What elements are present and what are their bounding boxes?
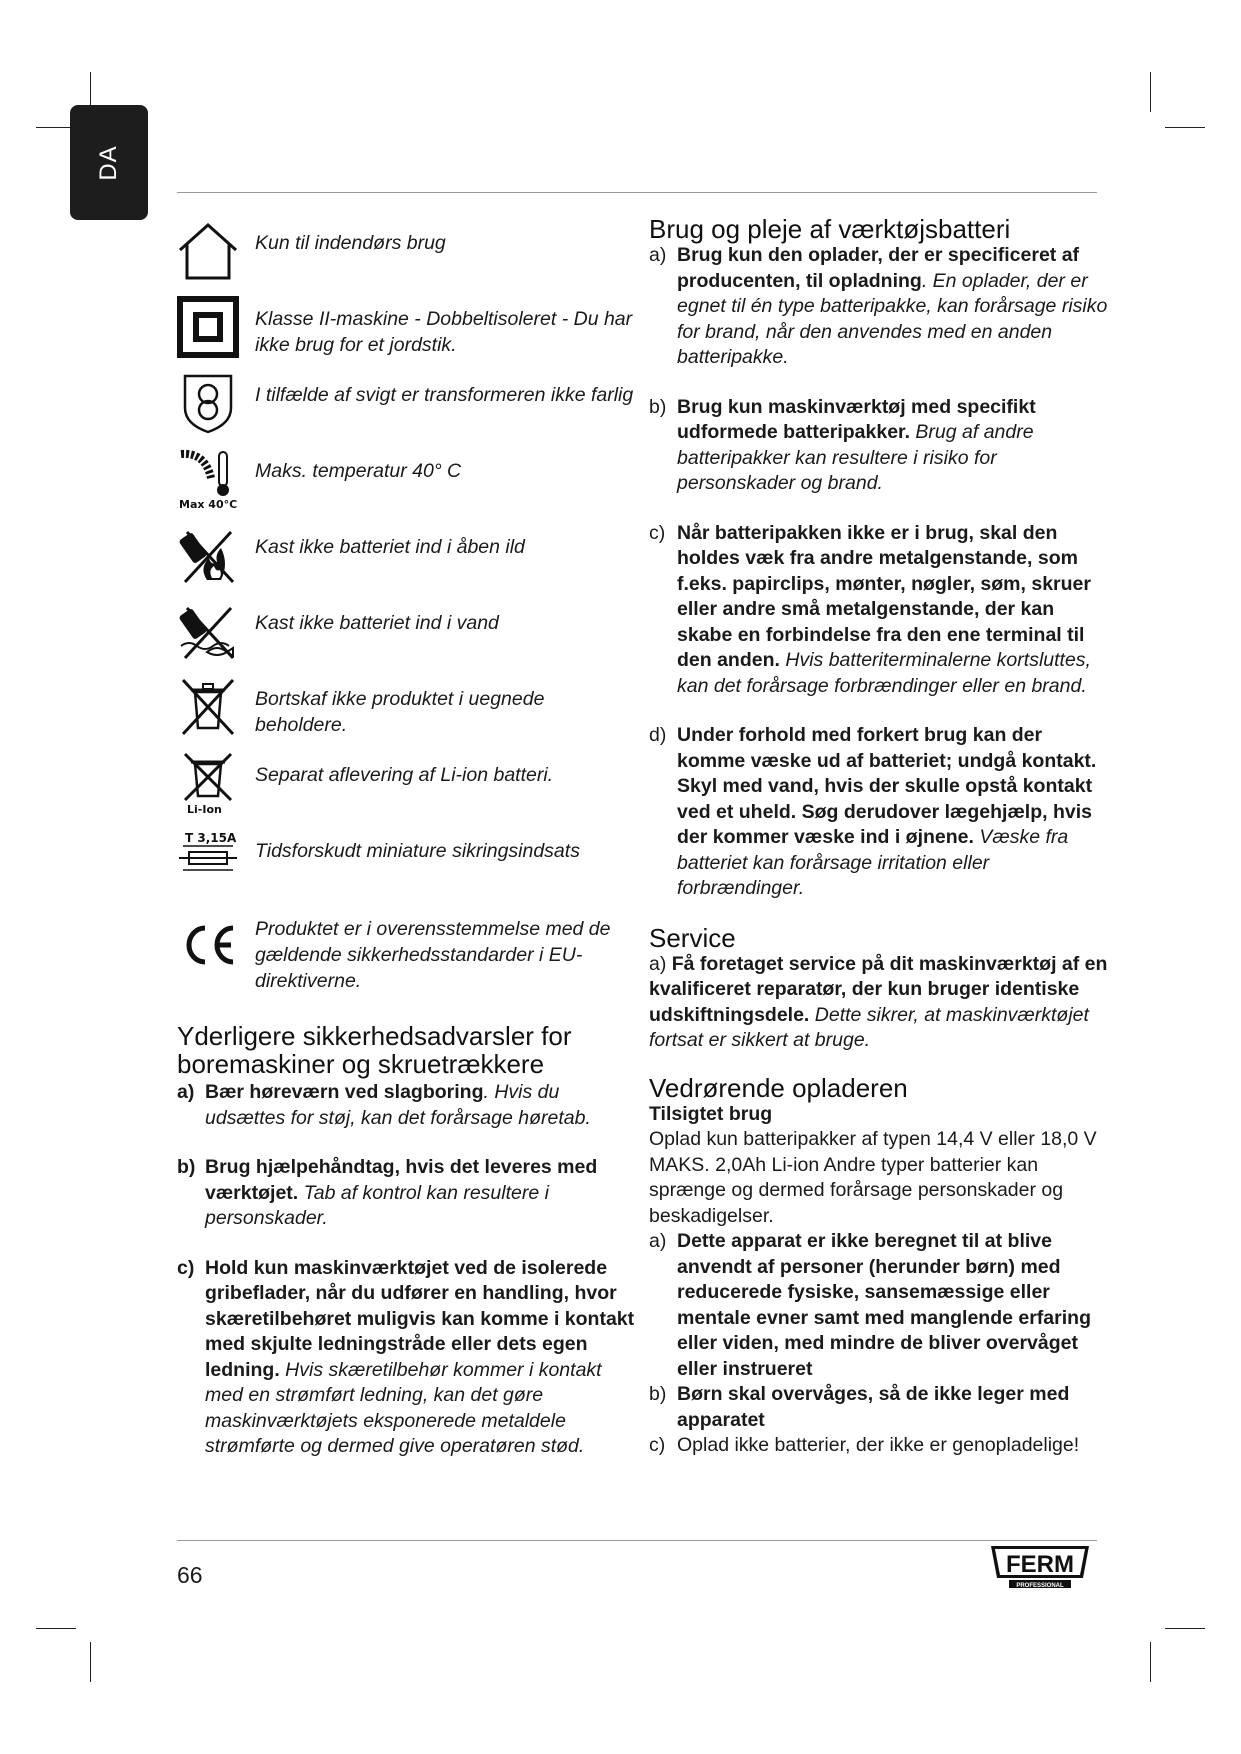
item-italic: Brug af andre batteripakker kan resultere i risiko for personskader og brand. [677,421,1034,494]
drill-item [177,1256,637,1460]
symbol-row [177,220,637,290]
battery-item [649,243,1109,371]
item-marker: a) [649,1230,667,1252]
symbol-text: Klasse II-maskine - Dobbeltisoleret - Du har ikke brug for et jordstik. [255,308,633,356]
symbol-text: Kast ikke batteriet ind i åben ild [255,536,525,558]
symbol-row [177,600,637,670]
item-marker: c) [649,1434,666,1456]
item-italic: Væske fra batteriet kan forårsage irritation eller forbrændinger. [677,826,1069,899]
ferm-logo [985,1544,1095,1590]
symbol-row [177,524,637,594]
crop-mark [1150,72,1151,112]
charger-heading: Vedrørende opladeren [649,1072,908,1103]
item-bold: Bær høreværn ved slagboring [205,1081,484,1103]
item-italic: . Hvis du udsættes for støj, kan det forårsage høretab. [205,1081,591,1129]
symbol-row [177,906,637,996]
charger-subheading: Tilsigtet brug [649,1102,773,1125]
symbol-row [177,828,637,898]
symbol-row [177,296,637,366]
item-italic: Tab af kontrol kan resultere i personskader. [205,1181,549,1229]
svg-text:Li-Ion: Li-Ion [187,803,222,814]
symbol-text: Maks. temperatur 40° C [255,460,462,482]
item-marker: a) [177,1081,195,1103]
battery-item [649,521,1109,700]
symbol-row [177,676,637,746]
text-column [649,215,1109,1459]
language-tab [70,105,148,220]
page-number: 66 [177,1562,203,1588]
item-marker: b) [177,1156,196,1178]
drill-heading: Yderligere sikkerhedsadvarsler for boremaskiner og skruetrækkere [177,1021,572,1079]
item-bold: Brug kun maskinværktøj med specifikt udformede batteripakker. [677,395,1036,443]
svg-text:Max 40°C: Max 40°C [179,498,238,510]
item-bold: Brug kun den oplader, der er specificeret af producenten, til opladning [677,244,1080,292]
service-heading: Service [649,922,736,953]
symbol-text: I tilfælde af svigt er transformeren ikke farlig [255,384,634,406]
language-tab-label: DA [95,144,122,181]
item-italic: Hvis batteriterminalerne kortsluttes, kan det forårsage forbrændinger eller en brand. [677,649,1091,697]
item-marker: b) [649,395,667,418]
charger-item [649,1382,1109,1433]
double-insulation-icon [177,296,239,358]
item-marker: b) [649,1383,667,1405]
crop-mark [90,1642,91,1682]
item-bold: Brug hjælpehåndtag, hvis det leveres med værktøjet. [205,1156,598,1204]
symbol-text: Kast ikke batteriet ind i vand [255,612,499,634]
svg-text:T 3,15A: T 3,15A [185,831,237,845]
item-marker: a) [649,952,667,975]
charger-item [649,1229,1109,1382]
item-italic: Dette sikrer, at maskinværktøjet fortsat er sikkert at bruge. [649,1003,1089,1051]
symbol-text: Kun til indendørs brug [255,232,446,254]
safety-transformer-icon [177,372,239,434]
item-bold: Dette apparat er ikke beregnet til at blive anvendt af personer (herunder børn) med reducerede fysiske, sansemæssige eller mentale evner samt med manglende erfaring eller viden, med mindre de bliver overvåget eller instrueret [677,1230,1091,1380]
crop-mark [1165,127,1205,128]
service-paragraph [649,952,1109,1054]
item-italic: Hvis skæretilbehør kommer i kontakt med en strømført ledning, kan det gøre maskinværktøjets eksponerede metaldele strømførte og dermed give operatøren stød. [205,1358,602,1457]
symbol-text: Bortskaf ikke produktet i uegnede beholdere. [255,688,545,736]
item-marker: c) [649,521,666,544]
item-marker: a) [649,244,667,266]
symbol-text: Produktet er i overensstemmelse med de gældende sikkerhedsstandarder i EU-direktiverne. [255,918,611,992]
item-bold: Hold kun maskinværktøjet ved de isolerede gribeflader, når du udfører en handling, hvor skæretilbehøret muligvis kan komme i kontakt med skjulte ledningstråde eller dets egen ledning. [205,1256,635,1381]
battery-item [649,723,1109,902]
crop-mark [36,1628,76,1629]
symbol-text: Separat aflevering af Li-ion batteri. [255,764,554,786]
battery-heading: Brug og pleje af værktøjsbatteri [649,214,1011,244]
symbol-row [177,752,637,822]
crop-mark [1150,1642,1151,1682]
crossed-bin-icon [177,676,239,738]
item-marker: c) [177,1256,195,1279]
no-water-icon [177,600,239,662]
house-icon [177,220,239,282]
drill-section [177,1022,637,1460]
item-bold: Under forhold med forkert brug kan der komme væske ud af batteriet; undgå kontakt. Skyl med vand, hvis der skulle opstå kontakt ved et uheld. Søg derudover lægehjælp, hvis der kommer væske ind i øjnene. [677,724,1097,848]
symbol-row [177,372,637,442]
charger-intro: Oplad kun batteripakker af typen 14,4 V eller 18,0 V MAKS. 2,0Ah Li-ion Andre typer batterier kan sprænge og dermed forårsage personskader og beskadigelser. [649,1128,1097,1227]
symbol-row [177,448,637,518]
fuse-icon [177,828,239,890]
ce-mark-icon [177,914,239,976]
top-rule [177,192,1097,193]
svg-text:FERM: FERM [1006,1551,1074,1578]
item-italic: . En oplader, der er egnet til én type batteripakke, kan forårsage risiko for brand, når den anvendes med en anden batteripakke. [677,269,1108,368]
item-bold: Børn skal overvåges, så de ikke leger med apparatet [677,1383,1070,1431]
drill-item [177,1080,637,1131]
svg-text:PROFESSIONAL: PROFESSIONAL [1016,1583,1064,1589]
max-temperature-icon [177,448,239,510]
battery-item [649,395,1109,497]
item-bold: Når batteripakken ikke er i brug, skal den holdes væk fra andre metalgenstande, som f.eks. papirclips, mønter, nøgler, søm, skruer eller andre små metalgenstande, der kan skabe en forbindelse fra den ene terminal til den anden. [677,521,1091,671]
item-plain: Oplad ikke batterier, der ikke er genopladelige! [677,1434,1080,1456]
drill-item [177,1155,637,1232]
bottom-rule [177,1540,1097,1541]
item-marker: d) [649,724,667,746]
charger-item [649,1433,1109,1459]
item-bold: Få foretaget service på dit maskinværktøj af en kvalificeret reparatør, der kun bruger identiske udskiftningsdele. [649,952,1108,1026]
li-ion-bin-icon [177,752,239,814]
symbol-text: Tidsforskudt miniature sikringsindsats [255,840,580,862]
no-fire-icon [177,524,239,586]
crop-mark [1165,1628,1205,1629]
